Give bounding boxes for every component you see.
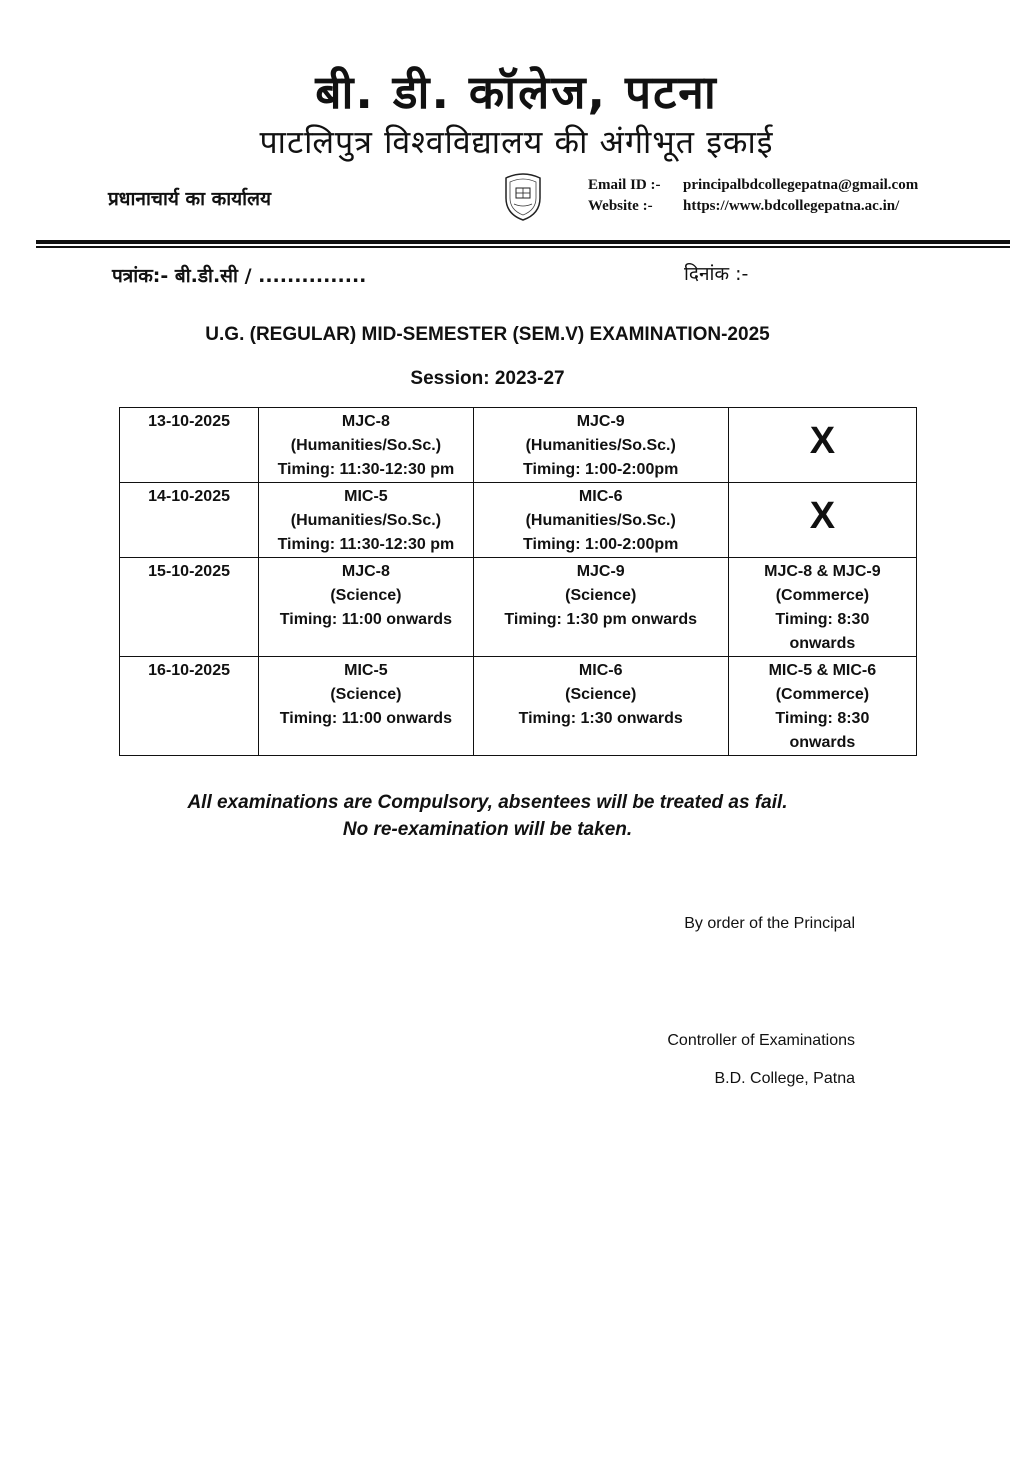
exam-slot-2-cell <box>473 483 728 558</box>
exam-slot-2-cell <box>473 408 728 483</box>
date-label: दिनांक :- <box>684 263 749 285</box>
exam-slot-1-cell <box>259 483 474 558</box>
slot-line: (Commerce) <box>775 587 870 604</box>
website-label: Website :- <box>588 198 653 214</box>
slot-line: (Science) <box>330 686 402 703</box>
exam-date-cell <box>120 558 259 657</box>
exam-slot-3-cell <box>728 558 916 657</box>
slot-line: (Humanities/So.Sc.) <box>525 437 676 454</box>
slot-line: Timing: 8:30 <box>775 611 870 628</box>
exam-date: 13-10-2025 <box>148 413 230 430</box>
email-link[interactable]: principalbdcollegepatna@gmail.com <box>683 177 919 193</box>
slot-line: MJC-8 <box>341 413 390 430</box>
university-affiliation: पाटलिपुत्र विश्वविद्यालय की अंगीभूत इकाई <box>259 123 774 161</box>
slot-line: MJC-8 <box>341 563 390 580</box>
slot-line: Timing: 1:00-2:00pm <box>523 461 679 478</box>
notice-no-reexam: No re-examination will be taken. <box>342 819 633 840</box>
website-link[interactable]: https://www.bdcollegepatna.ac.in/ <box>683 198 900 214</box>
slot-line: Timing: 11:00 onwards <box>279 710 452 727</box>
no-exam-mark: X <box>809 420 836 462</box>
exam-slot-2-cell <box>473 657 728 756</box>
email-label: Email ID :- <box>588 177 661 193</box>
exam-date-cell <box>120 408 259 483</box>
slot-line: onwards <box>789 635 856 652</box>
table-row <box>120 657 917 756</box>
exam-date: 15-10-2025 <box>148 563 230 580</box>
slot-line: MIC-6 <box>578 488 623 505</box>
slot-line: Timing: 11:30-12:30 pm <box>277 461 455 478</box>
exam-slot-1-cell <box>259 558 474 657</box>
exam-date-cell <box>120 657 259 756</box>
slot-line: MIC-5 <box>344 662 388 679</box>
letter-number: पत्रांक:- बी.डी.सी / ............... <box>112 265 367 287</box>
slot-line: (Science) <box>330 587 402 604</box>
slot-line: MJC-9 <box>576 413 625 430</box>
exam-slot-3-cell <box>728 657 916 756</box>
table-row <box>120 558 917 657</box>
slot-line: Timing: 1:30 onwards <box>518 710 683 727</box>
slot-line: MIC-5 <box>344 488 388 505</box>
header-divider-thin <box>36 246 1010 248</box>
college-name: बी. डी. कॉलेज, पटना <box>315 65 718 119</box>
signatory-institution: B.D. College, Patna <box>714 1070 855 1087</box>
slot-line: (Humanities/So.Sc.) <box>290 437 442 454</box>
exam-slot-3-cell <box>728 408 916 483</box>
notice-compulsory: All examinations are Compulsory, absentees will be treated as fail. <box>187 792 788 813</box>
slot-line: (Commerce) <box>775 686 870 703</box>
table-row <box>120 408 917 483</box>
slot-line: MJC-8 & MJC-9 <box>764 563 881 580</box>
slot-line: (Humanities/So.Sc.) <box>525 512 676 529</box>
exam-slot-1-cell <box>259 657 474 756</box>
exam-slot-1-cell <box>259 408 474 483</box>
slot-line: (Science) <box>565 686 637 703</box>
college-seal-icon <box>496 168 550 222</box>
exam-date-cell <box>120 483 259 558</box>
slot-line: Timing: 11:30-12:30 pm <box>277 536 455 553</box>
by-order-line: By order of the Principal <box>684 915 855 932</box>
office-label: प्रधानाचार्य का कार्यालय <box>108 188 271 210</box>
slot-line: Timing: 8:30 <box>775 710 870 727</box>
slot-line: onwards <box>789 734 856 751</box>
slot-line: Timing: 11:00 onwards <box>279 611 452 628</box>
slot-line: Timing: 1:00-2:00pm <box>523 536 679 553</box>
exam-slot-2-cell <box>473 558 728 657</box>
slot-line: MIC-5 & MIC-6 <box>768 662 877 679</box>
slot-line: (Humanities/So.Sc.) <box>290 512 442 529</box>
exam-slot-3-cell <box>728 483 916 558</box>
no-exam-mark: X <box>809 495 836 537</box>
exam-schedule-table <box>119 407 917 756</box>
session-label: Session: 2023-27 <box>410 368 565 389</box>
slot-line: (Science) <box>565 587 637 604</box>
slot-line: Timing: 1:30 pm onwards <box>504 611 698 628</box>
slot-line: MIC-6 <box>578 662 623 679</box>
header-divider-thick <box>36 240 1010 244</box>
slot-line: MJC-9 <box>576 563 625 580</box>
exam-date: 14-10-2025 <box>148 488 230 505</box>
contact-block <box>588 175 918 217</box>
signatory-designation: Controller of Examinations <box>667 1032 855 1049</box>
exam-title: U.G. (REGULAR) MID-SEMESTER (SEM.V) EXAMINATION-2025 <box>205 324 770 345</box>
table-row <box>120 483 917 558</box>
exam-date: 16-10-2025 <box>148 662 230 679</box>
